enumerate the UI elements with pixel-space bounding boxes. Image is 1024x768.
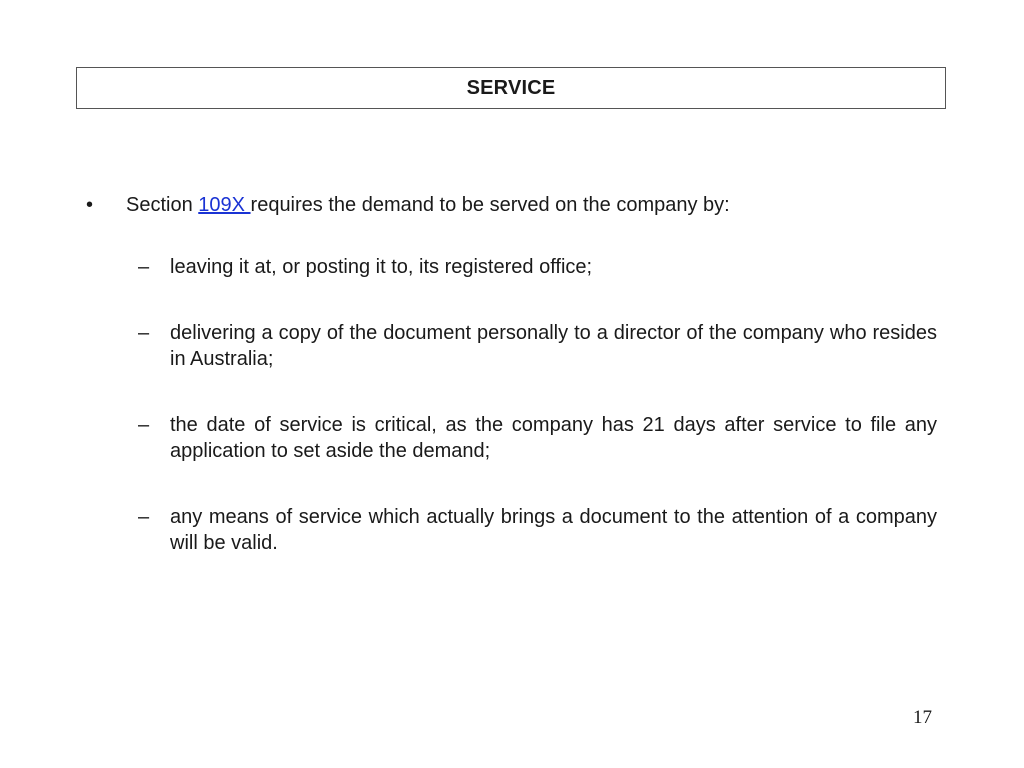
sub-point-text: the date of service is critical, as the company has 21 days after service to file any application to set aside the demand; (170, 414, 937, 462)
sub-point (138, 504, 937, 556)
dash-icon: – (138, 322, 150, 344)
page-number: 17 (913, 707, 932, 728)
slide-title: SERVICE (466, 76, 556, 99)
section-109x-link[interactable]: 109X (198, 194, 251, 216)
dash-icon: – (138, 256, 150, 278)
title-box (76, 67, 946, 109)
main-bullet-suffix: requires the demand to be served on the company by: (250, 194, 730, 216)
sub-point-text: any means of service which actually brings a document to the attention of a company will be valid. (170, 506, 937, 554)
sub-point (138, 254, 937, 280)
dash-icon: – (138, 506, 150, 528)
main-bullet-prefix: Section (126, 194, 199, 216)
dash-icon: – (138, 414, 150, 436)
sub-point-text: leaving it at, or posting it to, its registered office; (170, 256, 593, 278)
sub-point-text: delivering a copy of the document personally to a director of the company who resides in Australia; (170, 322, 937, 370)
sub-point (138, 412, 937, 464)
sub-point (138, 320, 937, 372)
sub-point-list (86, 254, 937, 556)
slide-content (86, 192, 937, 556)
main-bullet-text (126, 192, 730, 218)
main-bullet (86, 192, 937, 218)
bullet-icon: • (86, 194, 94, 216)
